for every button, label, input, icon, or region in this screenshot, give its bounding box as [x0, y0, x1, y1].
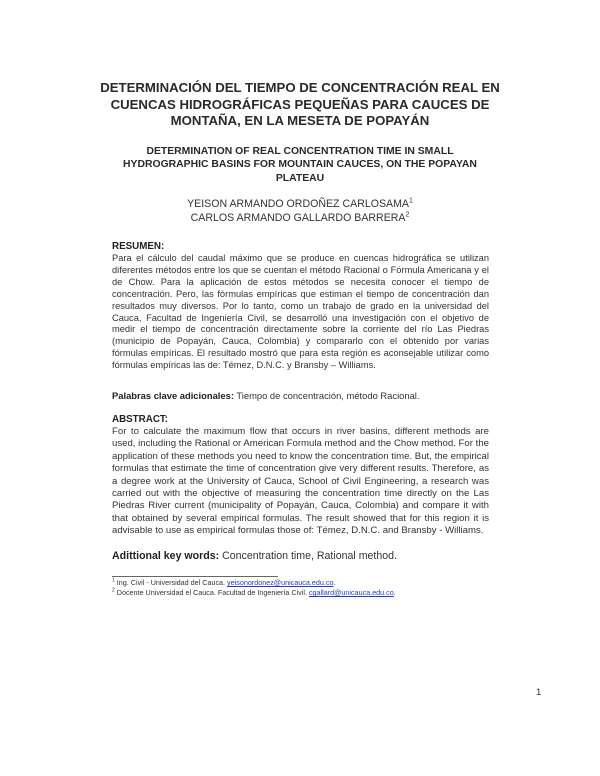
resumen-text: Para el cálculo del caudal máximo que se produce en cuencas hidrográfica se utilizan diferentes métodos entre los que se cuentan el método Racional o Fórmula Americana y el de Chow. Para la aplicación de estos métodos se necesita conocer el tiempo de concentración. Pero, las fórmulas empíricas que estiman el tiempo de concentración dan resultados muy diversos. Por lo tanto, como un trabajo de grado en la universidad del Cauca, Facultad de Ingeniería Civil, se desarrolló una investigación con el objetivo de medir el tiempo de concentración directamente sobre la corriente del río Las Piedras (municipio de Popayán, Cauca, Colombia) y compararlo con el obtenido por varias fórmulas empíricas. El resultado mostró que para esta región es aconsejable utilizar como fórmulas empíricas las de: Témez, D.N.C. y Bransby – Williams.: [112, 253, 489, 371]
abstract-section: [112, 414, 489, 538]
resumen-section: [112, 241, 489, 372]
footnote-tail: .: [333, 578, 336, 587]
author-list: [150, 198, 450, 225]
footnote-text: Docente Universidad el Cauca. Facultad de Ingeniería Civil.: [114, 588, 309, 597]
footnote-1: [112, 578, 512, 588]
page-number: 1: [536, 687, 542, 698]
keywords-text: Tiempo de concentración, método Racional.: [233, 390, 420, 401]
footnote-2: [112, 588, 512, 598]
footnote-separator: [112, 576, 278, 577]
keywords-label: Palabras clave adicionales:: [112, 390, 234, 401]
footnotes: [112, 578, 512, 598]
author-name: CARLOS ARMANDO GALLARDO BARRERA: [190, 211, 406, 224]
footnote-mark: 2: [405, 210, 410, 218]
keywords-spanish: [112, 390, 489, 402]
keywords-text: Concentration time, Rational method.: [219, 550, 397, 562]
footnote-tail: .: [393, 588, 396, 597]
author-2: [150, 212, 450, 226]
footnote-mark: 1: [112, 577, 115, 584]
keywords-english: [112, 550, 489, 563]
email-link[interactable]: yeisonordonez@unicauca.edu.co: [227, 578, 334, 587]
author-name: YEISON ARMANDO ORDOÑEZ CARLOSAMA: [187, 198, 409, 210]
footnote-mark: 1: [409, 197, 413, 205]
footnote-mark: 2: [112, 587, 115, 594]
keywords-label: Adittional key words:: [112, 550, 220, 562]
title-english: DETERMINATION OF REAL CONCENTRATION TIME IN SMALL HYDROGRAPHIC BASINS FOR MOUNTAIN CAUCES, ON THE POPAYAN PLATEAU: [123, 146, 477, 184]
resumen-heading: RESUMEN:: [112, 241, 165, 252]
title-spanish: DETERMINACIÓN DEL TIEMPO DE CONCENTRACIÓN REAL EN CUENCAS HIDROGRÁFICAS PEQUEÑAS PARA CAUCES DE MONTAÑA, EN LA MESETA DE POPAYÁN: [100, 80, 500, 128]
author-1: [150, 198, 450, 212]
footnote-text: Ing. Civil - Universidad del Cauca.: [114, 578, 228, 587]
abstract-heading: ABSTRACT:: [112, 414, 169, 425]
email-link[interactable]: cgallard@unicauca.edu.co: [308, 588, 394, 597]
abstract-text: For to calculate the maximum flow that occurs in river basins, different methods are used, including the Rational or American Formula method and the Chow method. For the application of these methods you need to know the concentration time. But, the empirical formulas that estimate the time of concentration give very different results. Therefore, as a degree work at the University of Cauca, School of Civil Engineering, a research was carried out with the objective of measuring the concentration time directly on the Las Piedras River current (municipality of Popayán, Cauca, Colombia) and compare it with that obtained by several empirical formulas. The result showed that for this region it is advisable to use as empirical formulas those of: Témez, D.N.C. and Bransby - Williams.: [112, 426, 489, 537]
